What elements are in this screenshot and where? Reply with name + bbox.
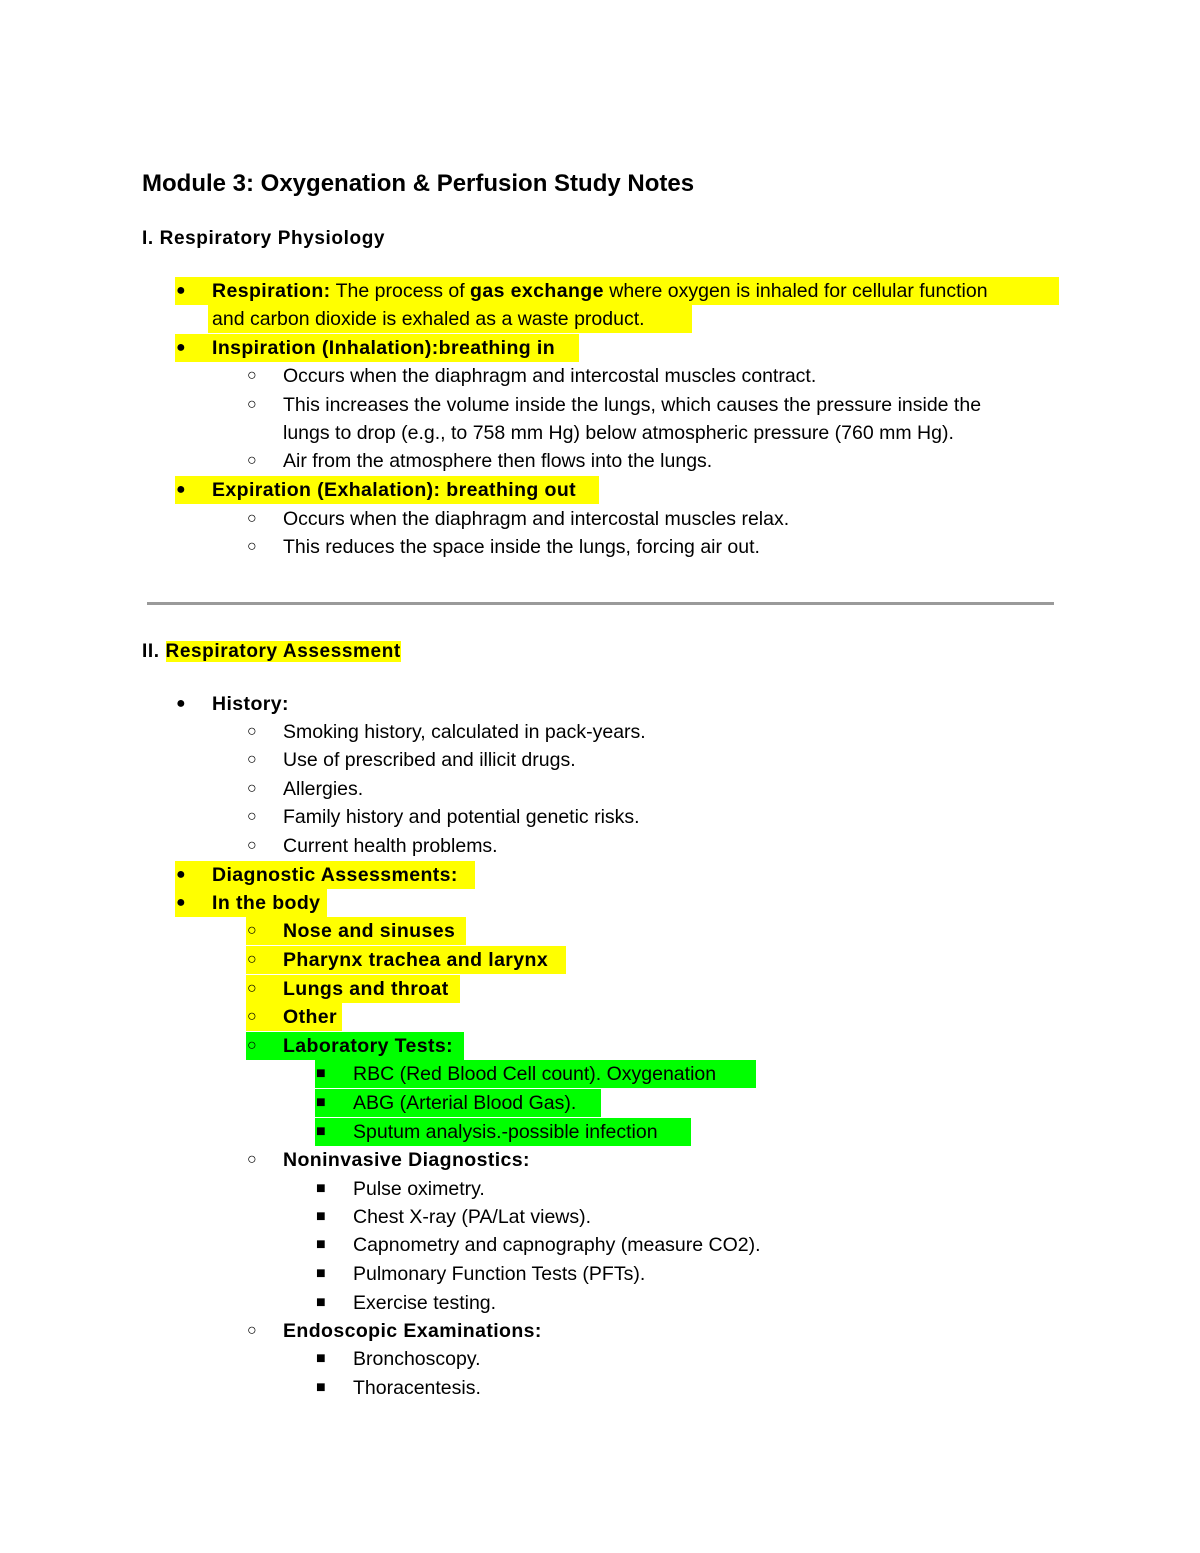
square-bullet-icon: ■ <box>316 1208 326 1225</box>
noninvasive-label: Noninvasive Diagnostics: <box>283 1149 530 1171</box>
history-item: Allergies. <box>283 778 364 800</box>
history-item: Use of prescribed and illicit drugs. <box>283 749 576 771</box>
endoscopic-item: Thoracentesis. <box>353 1377 481 1399</box>
history-item: Smoking history, calculated in pack-years. <box>283 721 646 743</box>
endoscopic-item: Bronchoscopy. <box>353 1348 481 1370</box>
circle-bullet-icon: ○ <box>247 1151 257 1168</box>
circle-bullet-icon: ○ <box>247 396 257 413</box>
square-bullet-icon: ■ <box>316 1236 326 1253</box>
circle-bullet-icon: ○ <box>247 1037 257 1054</box>
in-body-label: In the body <box>212 892 321 914</box>
section-heading-respiratory-physiology: I. Respiratory Physiology <box>142 228 386 249</box>
circle-bullet-icon: ○ <box>247 808 257 825</box>
history-item: Family history and potential genetic risks. <box>283 806 640 828</box>
circle-bullet-icon: ○ <box>247 452 257 469</box>
circle-bullet-icon: ○ <box>247 723 257 740</box>
section-heading-prefix: II. <box>142 641 166 662</box>
square-bullet-icon: ■ <box>316 1180 326 1197</box>
diagnostic-label: Diagnostic Assessments: <box>212 864 458 886</box>
respiration-item <box>212 277 988 305</box>
circle-bullet-icon: ○ <box>247 837 257 854</box>
circle-bullet-icon: ○ <box>247 980 257 997</box>
respiration-label: Respiration: <box>212 280 331 302</box>
square-bullet-icon: ■ <box>316 1379 326 1396</box>
respiration-bold-term: gas exchange <box>470 280 604 302</box>
square-bullet-icon: ■ <box>316 1094 326 1111</box>
respiration-text-b: where oxygen is inhaled for cellular function <box>603 280 988 302</box>
body-item: Lungs and throat <box>283 978 449 1000</box>
square-bullet-icon: ■ <box>316 1294 326 1311</box>
body-item: Nose and sinuses <box>283 920 456 942</box>
circle-bullet-icon: ○ <box>247 922 257 939</box>
square-bullet-icon: ■ <box>316 1350 326 1367</box>
section-heading-respiratory-assessment <box>142 639 401 665</box>
bullet-icon: ● <box>176 282 186 299</box>
body-item: Other <box>283 1006 338 1028</box>
circle-bullet-icon: ○ <box>247 538 257 555</box>
square-bullet-icon: ■ <box>316 1065 326 1082</box>
circle-bullet-icon: ○ <box>247 751 257 768</box>
noninvasive-item: Pulse oximetry. <box>353 1178 485 1200</box>
bullet-icon: ● <box>176 695 186 712</box>
noninvasive-item: Exercise testing. <box>353 1292 497 1314</box>
circle-bullet-icon: ○ <box>247 780 257 797</box>
inspiration-item: Occurs when the diaphragm and intercostal muscles contract. <box>283 365 817 387</box>
noninvasive-item: Capnometry and capnography (measure CO2). <box>353 1234 761 1256</box>
circle-bullet-icon: ○ <box>247 1008 257 1025</box>
page-title: Module 3: Oxygenation & Perfusion Study Notes <box>142 170 695 197</box>
circle-bullet-icon: ○ <box>247 1322 257 1339</box>
expiration-label: Expiration (Exhalation): breathing out <box>212 479 577 501</box>
respiration-text-a: The process of <box>330 280 471 302</box>
circle-bullet-icon: ○ <box>247 367 257 384</box>
lab-item: ABG (Arterial Blood Gas). <box>353 1092 577 1114</box>
inspiration-item-continued: lungs to drop (e.g., to 758 mm Hg) below atmospheric pressure (760 mm Hg). <box>283 422 954 444</box>
lab-item: RBC (Red Blood Cell count). Oxygenation <box>353 1063 717 1085</box>
noninvasive-item: Pulmonary Function Tests (PFTs). <box>353 1263 646 1285</box>
horizontal-divider <box>147 602 1054 605</box>
noninvasive-item: Chest X-ray (PA/Lat views). <box>353 1206 592 1228</box>
lab-item: Sputum analysis.-possible infection <box>353 1121 658 1143</box>
lab-label: Laboratory Tests: <box>283 1035 454 1057</box>
respiration-text-c: and carbon dioxide is exhaled as a waste product. <box>212 308 645 330</box>
expiration-item: Occurs when the diaphragm and intercostal muscles relax. <box>283 508 790 530</box>
history-item: Current health problems. <box>283 835 498 857</box>
section-heading-text: Respiratory Assessment <box>165 641 401 662</box>
square-bullet-icon: ■ <box>316 1265 326 1282</box>
inspiration-label: Inspiration (Inhalation):breathing in <box>212 337 556 359</box>
bullet-icon: ● <box>176 894 186 911</box>
circle-bullet-icon: ○ <box>247 510 257 527</box>
bullet-icon: ● <box>176 339 186 356</box>
bullet-icon: ● <box>176 866 186 883</box>
history-label: History: <box>212 693 289 715</box>
circle-bullet-icon: ○ <box>247 951 257 968</box>
expiration-item: This reduces the space inside the lungs, forcing air out. <box>283 536 760 558</box>
square-bullet-icon: ■ <box>316 1123 326 1140</box>
endoscopic-label: Endoscopic Examinations: <box>283 1320 542 1342</box>
body-item: Pharynx trachea and larynx <box>283 949 549 971</box>
inspiration-item: This increases the volume inside the lungs, which causes the pressure inside the <box>283 394 982 416</box>
bullet-icon: ● <box>176 481 186 498</box>
inspiration-item: Air from the atmosphere then flows into the lungs. <box>283 450 713 472</box>
